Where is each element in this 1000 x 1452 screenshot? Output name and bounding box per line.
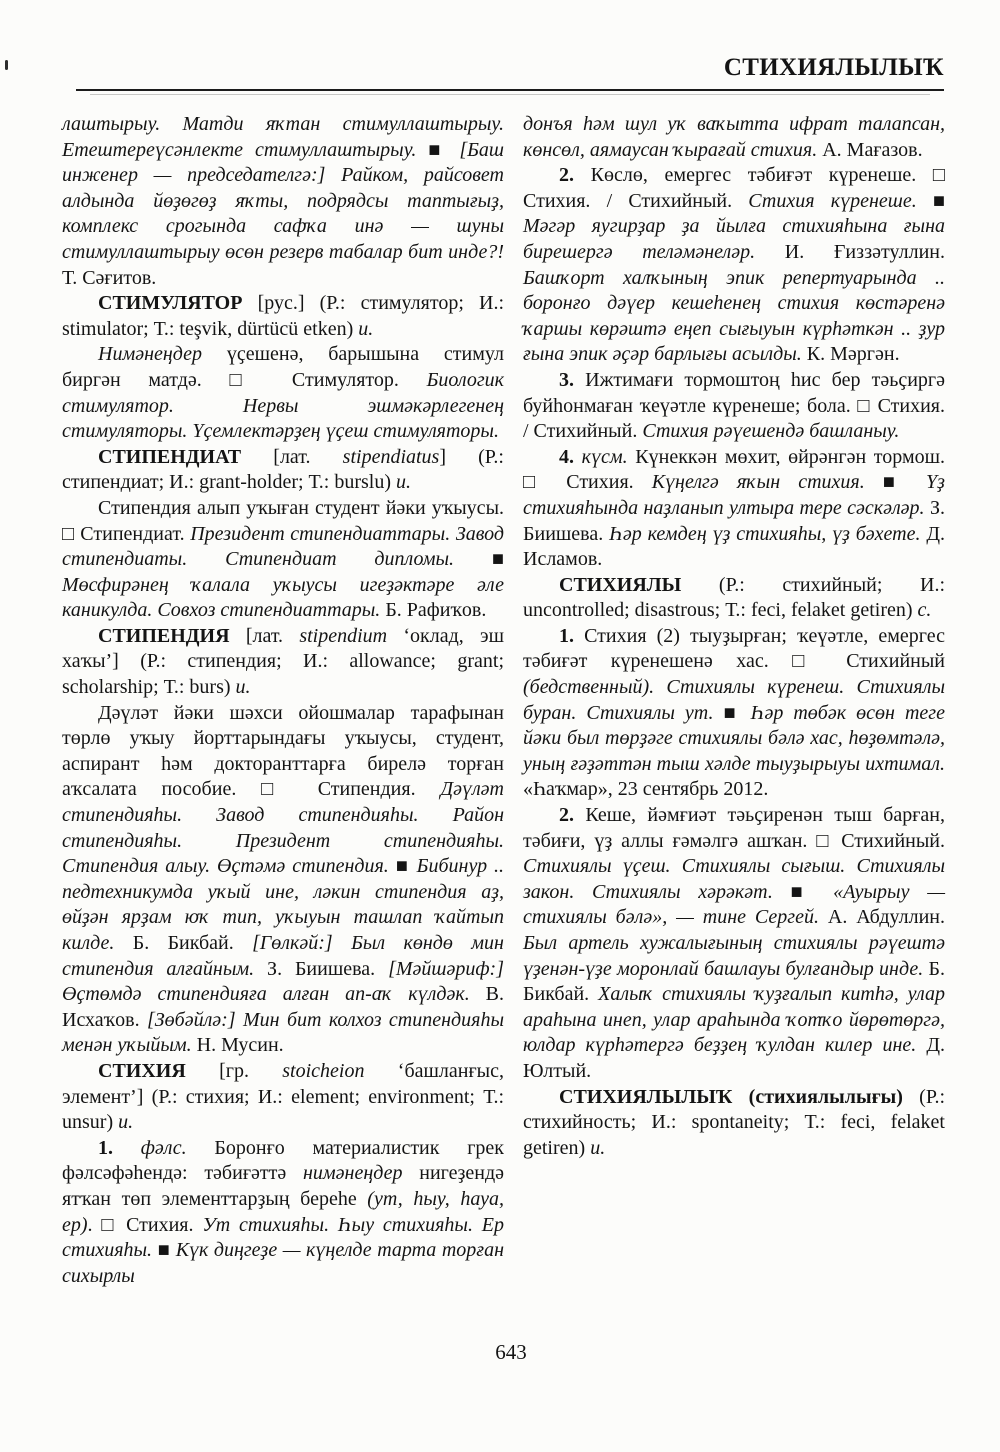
- text-run: [Гөлкәй:] Был көндө мин стипендия алғайным.: [62, 932, 504, 980]
- text-run: Стихия (2) тыуҙырған; ҡеүәтле, емергес тәбиғәт күренешенә хас. □ Стихийный: [523, 624, 945, 673]
- text-run: (Р.: стихийный; И.: uncontrolled; disastrous; Т.: feci, felaket getiren): [523, 573, 946, 622]
- text-run: [гр.: [219, 1059, 283, 1082]
- text-run: 2.: [559, 164, 591, 187]
- text-run: Стихиялы үҫеш. Стихиялы сығыш. Стихиялы закон. Стихиялы хәрәкәт.: [523, 855, 945, 903]
- text-run: Президент стипендиаттары. Завод стипендиаты. Стипендиат дипломы.: [62, 522, 504, 571]
- text-run: ■: [395, 855, 417, 878]
- text-run: СТИПЕНДИАТ: [98, 445, 274, 468]
- entry-stikhiyaly-sense-1: [523, 624, 945, 803]
- text-run: Мөсфирәнең ҡалала уҡыусы игеҙәктәре әле каникулда. Совхоз стипендиаттары.: [62, 573, 504, 622]
- text-run: Биологик стимулятор. Нервы эшмәкәрлегенең стимуляторы. Үҫемлектәрҙең үҫеш стимуляторы.: [62, 368, 504, 443]
- entry-stimulyator-headword: [62, 291, 504, 342]
- text-run: и.: [395, 471, 411, 494]
- text-run: Үҙ стихияһында наҙланып ултыра тере сәскәләр.: [523, 471, 945, 519]
- text-run: Дәүләт стипендияһы. Завод стипендияһы. Район стипендияһы. Президент стипендияһы. Стипендия алыу. Өҫтәмә стипендия.: [62, 778, 504, 878]
- text-run: күсм.: [581, 445, 636, 468]
- text-run: Күк диңгеҙе — күңелде тарта торған сихырлы: [62, 1239, 504, 1287]
- entry-stikhiya-headword: [62, 1059, 504, 1136]
- text-run: 1.: [559, 624, 585, 647]
- text-run: нигеҙендә ятҡан төп элементтарҙың береһе: [62, 1162, 504, 1210]
- entry-stikhiya-sense-2: [523, 163, 945, 368]
- text-run: Һәр кемдең үҙ стихияһы, үҙ бәхете.: [609, 522, 927, 545]
- entry-stipendiya-definition: [62, 701, 504, 1059]
- text-run: [Баш инженер — председателгә:] Райком, райсовет алдында йөҙөгөҙ яҡты, подрядсы таптығыҙ, комплекс срогында сафҡа инә — шуны стимуллаштырыу өсөн резерв табалар бит инде?!: [62, 138, 504, 263]
- entry-stipendiat-definition: [62, 496, 504, 624]
- text-run: (ут, һыу, һауа, ер): [62, 1187, 504, 1236]
- text-run: үҫешенә, барышына стимул биргән матдә. □ Стимулятор.: [62, 343, 504, 391]
- entry-stipendiya-headword: [62, 624, 504, 701]
- text-run: СТИХИЯ: [98, 1059, 220, 1082]
- text-run: Боронғо материалистик грек фәлсәфәһендә: тәбиғәттә: [62, 1136, 505, 1185]
- text-run: СТИХИЯЛЫ: [559, 573, 719, 596]
- text-run: [лат.: [245, 624, 300, 647]
- text-run: Мәгәр яугирҙар ҙа йылға стихияһына ғына бирешергә теләмәнеләр.: [523, 215, 945, 263]
- text-run: И. Ғиззәтуллин.: [784, 240, 945, 263]
- text-run: Ут стихияһы. Һыу стихияһы. Ер стихияһы.: [62, 1213, 504, 1262]
- text-run: Ижтимағи тормоштоң һис бер тәьҫиргә буйһонмаған ҡеүәтле күренеше; бола. □ Стихия. / Стихийный.: [523, 368, 946, 443]
- text-run: [Мәйшәриф:] Өҫтөмдә стипендияға алған ап-аҡ күлдәк.: [62, 957, 504, 1006]
- text-run: Күңелгә яҡын стихия.: [651, 471, 883, 494]
- entry-stikhiyalylyk-headword: [523, 1085, 945, 1162]
- text-run: Кеше, йәмғиәт тәьҫиренән тыш барған, тәбиғи, үҙ аллы ғәмәлгә ашҡан. □ Стихийный.: [523, 804, 946, 852]
- text-run: 3.: [559, 368, 586, 391]
- text-run: и.: [118, 1111, 134, 1134]
- text-run: З. Биишева.: [267, 957, 389, 980]
- text-run: и.: [235, 676, 251, 699]
- text-run: СТИХИЯЛЫЛЫҠ (стихиялылығы): [559, 1085, 920, 1108]
- scan-margin-artifact: [5, 60, 8, 70]
- text-run: лаштырыу. Матди яҡтан стимуллаштырыу. Етештереүсәнлекте стимуллаштырыу.: [62, 113, 504, 161]
- text-run: . □ Стихия.: [87, 1213, 203, 1236]
- text-run: ■: [491, 548, 504, 571]
- text-run: А. Мағазов.: [822, 138, 923, 161]
- text-run: «Ауырыу — стихиялы бәлә», — тине Сергей.: [523, 880, 945, 929]
- text-run: [лат.: [273, 445, 343, 468]
- text-run: «Һаҡмар», 23 сентябрь 2012.: [523, 778, 769, 801]
- text-run: stipendiatus: [342, 445, 440, 468]
- text-run: ■: [882, 471, 927, 494]
- text-run: В. Исхаҡов.: [62, 983, 504, 1031]
- running-head-title: СТИХИЯЛЫЛЫҠ: [723, 54, 944, 81]
- text-run: Күнеккән мөхит, өйрәнгән тормош. □ Стихия.: [523, 445, 946, 494]
- entry-stikhiyaly-headword: [523, 573, 945, 624]
- text-run: и.: [590, 1136, 606, 1159]
- entry-stikhiya-sense-4: [523, 445, 945, 573]
- text-run: СТИМУЛЯТОР: [98, 292, 258, 315]
- text-run: Стихия күренеше.: [748, 189, 933, 212]
- header-rule: [76, 89, 944, 91]
- text-run: Бибинур .. педтехникумда уҡый ине, ләкин стипендия аҙ, өйҙән ярҙам юҡ тип, уҡыуын ташлап ҡайтып килде.: [62, 855, 504, 954]
- text-run: 2.: [559, 804, 586, 827]
- entry-stikhiya-sense-1: [62, 1136, 504, 1290]
- text-run: Нимәнеңдер: [98, 343, 227, 366]
- text-run: А. Абдуллин.: [827, 906, 945, 929]
- text-run: ■: [723, 701, 751, 724]
- text-run: Көслө, емергес тәбиғәт күренеше. □ Стихия. / Стихийный.: [523, 164, 945, 212]
- text-run: ‘оклад, эш хаҡы’] (Р.: стипендия; И.: allowance; grant; scholarship; Т.: burs): [62, 624, 504, 699]
- text-run: Д. Юлтый.: [523, 1034, 945, 1082]
- text-run: [Зөбәйлә:] Мин бит колхоз стипендияһы менән уҡыйым.: [62, 1008, 504, 1057]
- text-run: З. Биишева.: [523, 496, 945, 545]
- text-run: ■: [157, 1239, 176, 1262]
- text-run: ‘башланғыс, элемент’] (Р.: стихия; И.: element; environment; Т.: unsur): [62, 1059, 504, 1134]
- text-run: 1.: [98, 1136, 141, 1159]
- page-number: 643: [495, 1340, 527, 1364]
- text-run: ] (Р.: стипендиат; И.: grant-holder; Т.: burslu): [62, 445, 504, 494]
- entry-stimulyator-definition: [62, 342, 504, 444]
- text-run: ■: [428, 138, 460, 161]
- entry-stikhiya-sense-1-continuation: [523, 112, 945, 163]
- text-run: К. Мәргән.: [806, 343, 900, 366]
- text-run: [рус.] (Р.: стимулятор; И.: stimulator; Т.: teşvik, dürtücü etken): [62, 292, 505, 340]
- text-run: Б. Бикбай.: [523, 957, 945, 1006]
- text-run: нимәнеңдер: [302, 1162, 420, 1185]
- text-run: (бедственный). Стихиялы күренеш. Стихиялы буран. Стихиялы ут.: [523, 676, 945, 724]
- text-run: stoicheion: [282, 1059, 398, 1082]
- text-run: Стихия рәүешендә башланыу.: [642, 420, 900, 443]
- text-run: Был артель хужалығының стихиялы рәүештә үҙенән-үҙе моронлай башлауы булғандыр инде.: [523, 932, 945, 980]
- text-run: Н. Мусин.: [196, 1034, 284, 1057]
- text-run: фәлс.: [140, 1136, 215, 1159]
- text-run: Т. Сәғитов.: [62, 266, 157, 289]
- text-run: донъя һәм шул уҡ ваҡытта ифрат талапсан, көнсөл, аямаусан ҡырағай стихия.: [523, 113, 945, 161]
- entry-stipendiat-headword: [62, 445, 504, 496]
- text-run: СТИПЕНДИЯ: [98, 624, 246, 647]
- text-run: 4.: [559, 445, 582, 468]
- text-run: Халыҡ стихиялы ҡуҙғалып китһә, улар араһына инеп, улар араһында ҡотҡо йөрөтөргә, юлдар күрһәтергә беҙҙең ҡулдан килер ине.: [523, 983, 945, 1057]
- continuation-stimullashtyryu: [62, 112, 504, 291]
- text-run: и.: [358, 317, 374, 340]
- text-run: Башҡорт халҡының эпик репертуарында .. боронғо дәүер кешеһенең стихия көстәренә ҡаршы көрәштә еңеп сығыуын күрһәткән .. ҙур ғына эпик әҫәр барлығы асылды.: [523, 266, 945, 366]
- text-column-left: [62, 112, 504, 1289]
- text-run: ■: [932, 189, 945, 212]
- text-run: Стипендия алып уҡыған студент йәки уҡыусы. □ Стипендиат.: [62, 496, 504, 545]
- text-run: Б. Бикбай.: [132, 932, 253, 954]
- text-run: Дәүләт йәки шәхси ойошмалар тарафынан төрлө уҡыу йорттарындағы уҡыусы, студент, аспирант һәм докторанттарға бирелә торған аҡсалата пособие. □ Стипендия.: [62, 701, 504, 801]
- text-column-right: [523, 112, 945, 1161]
- text-run: Б. Рафиҡов.: [385, 599, 487, 622]
- header-rule-shadow: [90, 94, 930, 95]
- text-run: (Р.: стихийность; И.: spontaneity; Т.: feci, felaket getiren): [523, 1085, 945, 1159]
- text-run: stipendium: [299, 624, 404, 647]
- entry-stikhiya-sense-3: [523, 368, 945, 445]
- entry-stikhiyaly-sense-2: [523, 803, 945, 1085]
- text-run: ■: [790, 880, 834, 903]
- text-run: с.: [917, 599, 932, 622]
- text-run: Д. Исламов.: [523, 522, 945, 571]
- text-run: Һәр төбәк өсөн теге йәки был төрҙәге стихиялы бәлә хас, һөҙөмтәлә, уның ғәҙәттән тыш хәлде тыуҙырыуы ихтимал.: [523, 701, 945, 775]
